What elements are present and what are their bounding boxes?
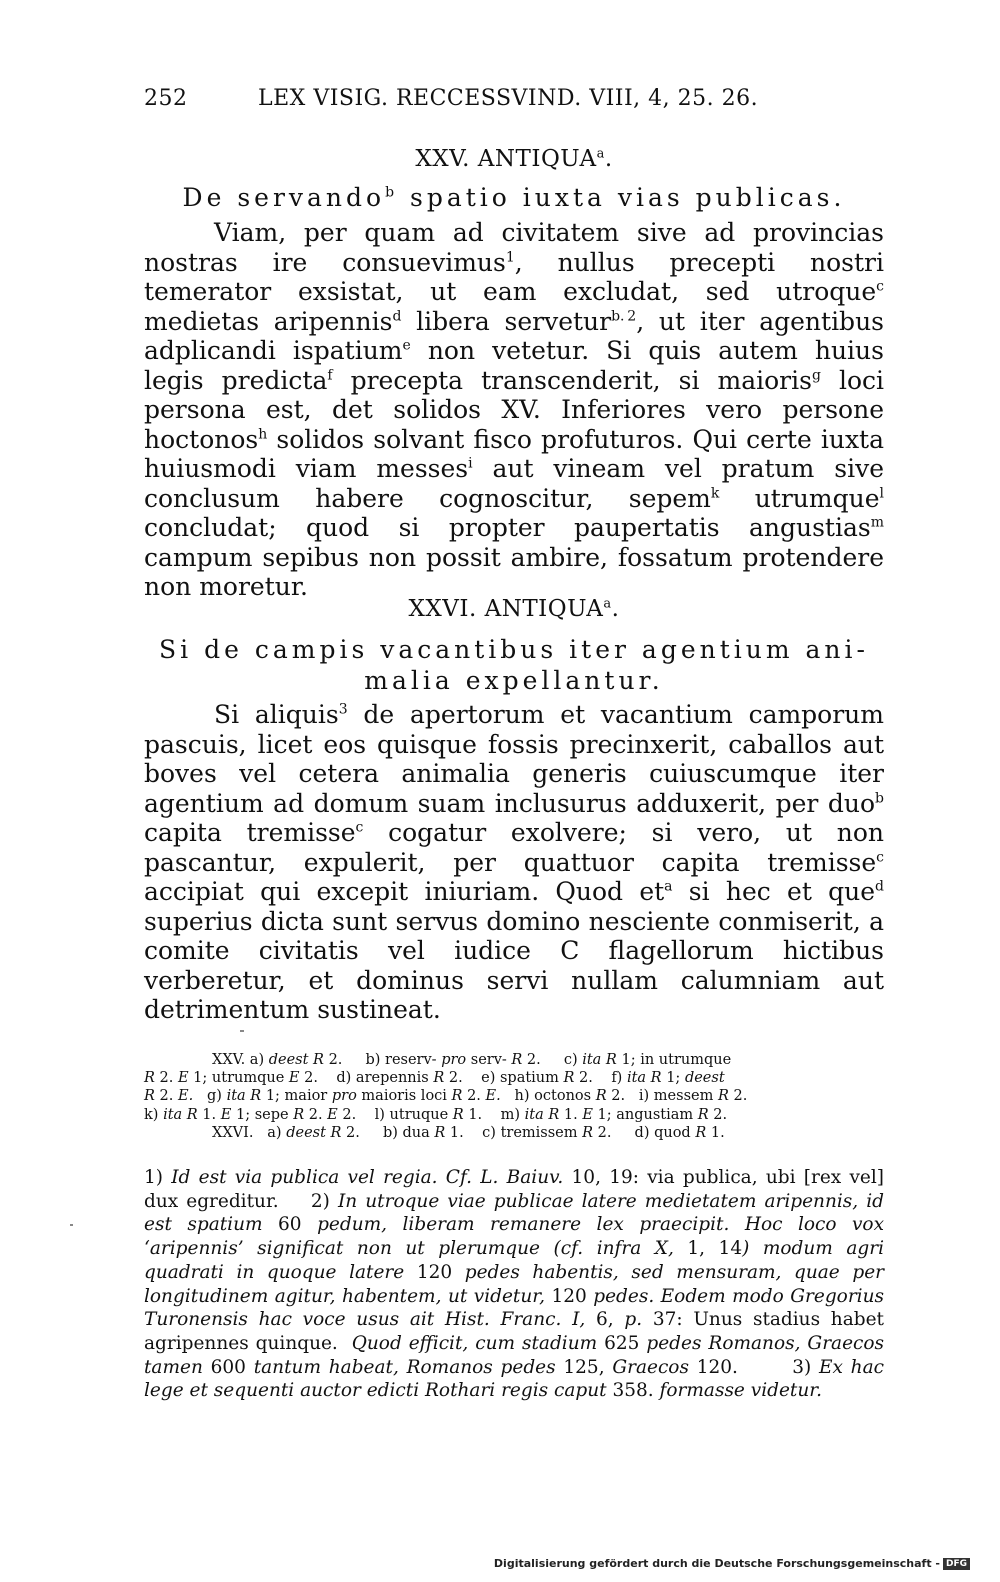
chapter-26-heading: XXVI. ANTIQUA$^a$. bbox=[408, 596, 620, 622]
chapter-25-heading: XXV. ANTIQUA$^a$. bbox=[415, 146, 613, 172]
footnotes: 1) Id est via publica vel regia. Cf. L. Baiuv. 10, 19: via publica, ubi [rex vel] dux egreditur. 2) In utroque viae publicae latere medietatem aripennis, id est spatium 60 pedum, liberam remanere lex praecipit. Hoc loco vox ‘aripennis’ significat non ut plerumque (cf. infra X, 1, 14) modum agri quadrati in quoque latere 120 pedes habentis, sed mensuram, quae per longitudinem agitur, habentem, ut videtur, 120 pedes. Eodem modo Gregorius Turonensis hac voce usus ait Hist. Franc. I, 6, p. 37: Unus stadius habet agripennes quinque. Quod efficit, cum stadium 625 pedes Romanos, Graecos tamen 600 tantum habeat, Romanos pedes 125, Graecos 120. 3) Ex hac lege et sequenti auctor edicti Rothari regis caput 358. formasse videtur. bbox=[144, 1167, 885, 1402]
page-number: 252 bbox=[144, 86, 188, 111]
critical-apparatus: XXV. a) deest R 2. b) reserv- pro serv- R 2. c) ita R 1; in utrumque R 2. E 1; utrumque E 2. d) arepennis R 2. e) spatium R 2. f) ita R 1; deest R 2. E. g) ita R 1; maior pro maioris loci R 2. E. h) octonos R 2. i) messem R 2. k) ita R 1. E 1; sepe R 2. E 2. l) utruque R 1. m) ita R 1. E 1; angustiam R 2. XXVI. a) deest R 2. b) dua R 1. c) tremissem R 2. d) quod R 1. bbox=[144, 1052, 748, 1141]
chapter-25-heading-sup: a bbox=[596, 146, 605, 162]
credit-text: Digitalisierung gefördert durch die Deutsche Forschungsgemeinschaft - bbox=[493, 1557, 940, 1570]
chapter-25-subtitle bbox=[144, 182, 884, 213]
chapter-26-subtitle-line2: malia expellantur. bbox=[364, 666, 664, 695]
running-title: LEX VISIG. RECCESSVIND. VIII, 4, 25. 26. bbox=[258, 86, 759, 111]
chapter-26-heading-text: XXVI. ANTIQUA bbox=[408, 596, 604, 622]
chapter-26-subtitle-line1: Si de campis vacantibus iter agentium ani- bbox=[159, 635, 869, 664]
print-mark bbox=[70, 1224, 73, 1226]
chapter-25-subtitle-sup: b bbox=[385, 184, 399, 201]
chapter-25-subtitle-post: spatio iuxta vias publicas. bbox=[398, 183, 846, 212]
chapter-26-heading-sup: a bbox=[603, 596, 612, 612]
chapter-26-text: Si aliquis$^3$ de apertorum et vacantium camporum pascuis, licet eos quisque fossis precinxerit, caballos aut boves vel cetera animalia generis cuiuscumque iter agentium ad domum suam inclusurus adduxerit, per duo$^b$ capita tremisse$^c$ cogatur exolvere; si vero, ut non pascantur, expulerit, per quattuor capita tremisse$^c$ accipiat qui excepit iniuriam. Quod $et^a$ si hec et que$^d$ superius dicta sunt servus domino nesciente conmiserit, a comite civitatis vel iudice C flagellorum hictibus verberetur, et dominus servi nullam calumniam aut detrimentum sustineat. bbox=[144, 700, 884, 1024]
chapter-25-heading-text: XXV. ANTIQUA bbox=[415, 146, 597, 172]
dfg-logo: DFG bbox=[943, 1558, 970, 1570]
chapter-26-subtitle bbox=[144, 634, 884, 696]
digitization-credit bbox=[494, 1557, 970, 1570]
print-mark bbox=[240, 1030, 244, 1032]
chapter-25-subtitle-pre: De servando bbox=[182, 183, 386, 212]
chapter-25-text: Viam, per quam ad civitatem sive ad provincias nostras ire consuevimus$^1$, nullus precepti nostri temerator exsistat, ut eam excludat, sed utroque$^c$ medietas aripennis$^d$ libera servetur$^{b. 2}$, ut iter agentibus adplicandi ispatium$^e$ non vetetur. Si quis autem huius legis predicta$^f$ precepta transcenderit, si maioris$^g$ loci persona est, det solidos XV. Inferiores vero persone hoctonos$^h$ solidos solvant fisco profuturos. Qui certe iuxta huiusmodi viam messes$^i$ aut vineam vel pratum sive conclusum habere cognoscitur, sepem$^k$ utrumque$^l$ concludat; quod si propter paupertatis angustias$^m$ campum sepibus non possit ambire, fossatum protendere non moretur. bbox=[144, 218, 884, 601]
